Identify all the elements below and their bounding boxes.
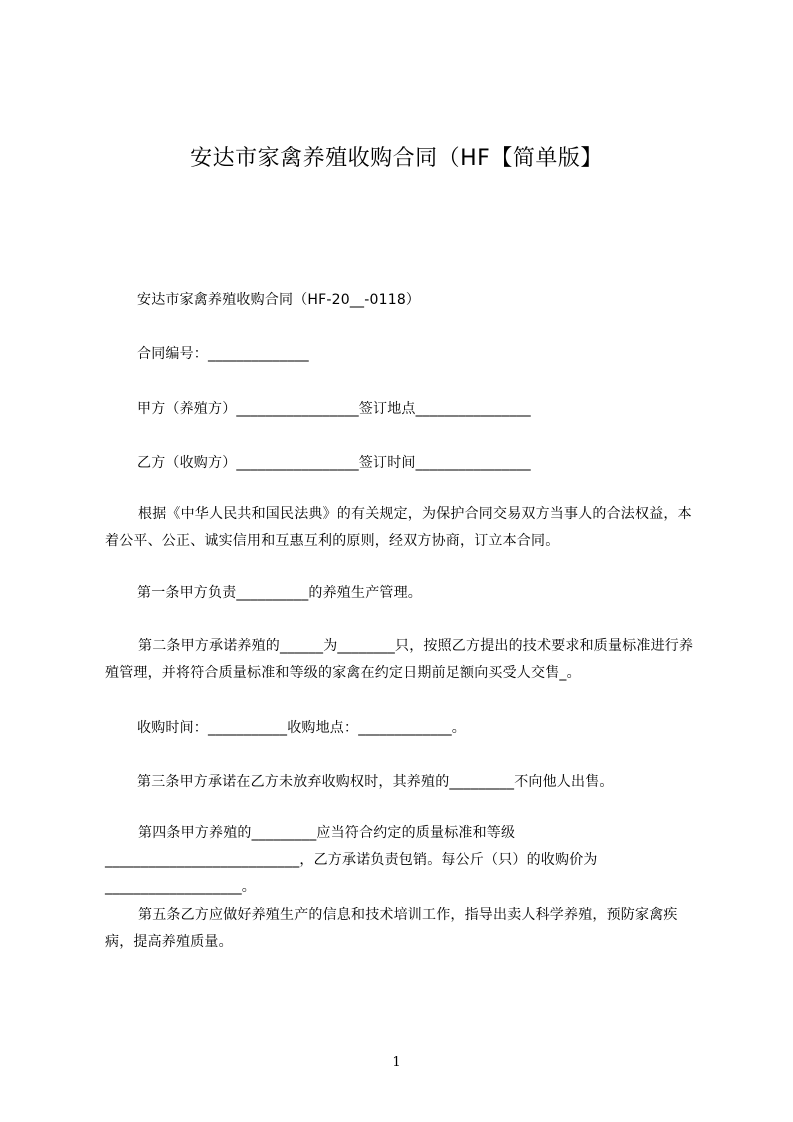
contract-subtitle: 安达市家禽养殖收购合同（HF-20__-0118） [137, 292, 421, 308]
page-number: 1 [392, 1055, 401, 1070]
party-b-line: 乙方（收购方）_________________签订时间________________ [137, 455, 531, 471]
article-3: 第三条甲方承诺在乙方未放弃收购权时，其养殖的_________不向他人出售。 [137, 774, 614, 790]
article-4: 第四条甲方养殖的_________应当符合约定的质量标准和等级___________________________，乙方承诺负责包销。每公斤（只）的收购价为___________________。 [105, 825, 598, 895]
contract-number-field: 合同编号：______________ [137, 346, 309, 362]
article-1: 第一条甲方负责__________的养殖生产管理。 [137, 585, 422, 601]
article-2: 第二条甲方承诺养殖的______为________只，按照乙方提出的技术要求和质量标准进行养殖管理，并将符合质量标准和等级的家禽在约定日期前足额向买受人交售_。 [105, 638, 694, 681]
party-a-line: 甲方（养殖方）_________________签订地点________________ [137, 401, 531, 417]
article-5: 第五条乙方应做好养殖生产的信息和技术培训工作，指导出卖人科学养殖，预防家禽疾病，提高养殖质量。 [105, 907, 678, 950]
document-title: 安达市家禽养殖收购合同（HF【简单版】 [190, 146, 603, 171]
intro-paragraph: 根据《中华人民共和国民法典》的有关规定，为保护合同交易双方当事人的合法权益，本着公平、公正、诚实信用和互惠互利的原则，经双方协商，订立本合同。 [105, 506, 692, 549]
purchase-time-place: 收购时间：___________收购地点：_____________。 [137, 720, 466, 736]
